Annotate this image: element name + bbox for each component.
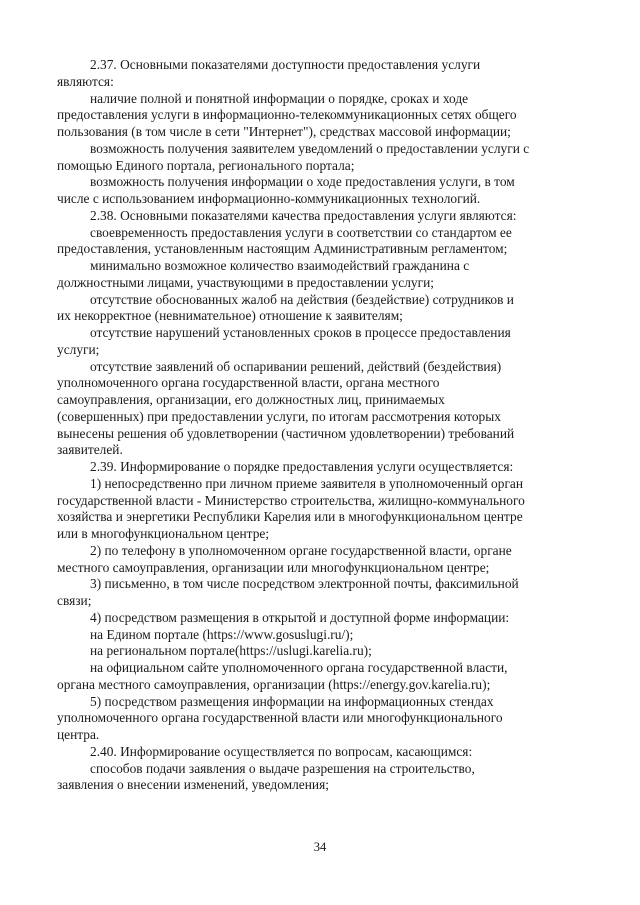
- paragraph-by-phone: 2) по телефону в уполномоченном органе государственной власти, органе местного самоуправления, организации или многофункциональном центре;: [57, 542, 512, 575]
- paragraph-in-person: 1) непосредственно при личном приеме заявителя в уполномоченный орган государственной власти - Министерство строительства, жилищно-коммунального хозяйства и энергетики Республики Карелия или в многофункциональном центре или в многофункциональном центре;: [57, 475, 525, 541]
- paragraph-timeliness: своевременность предоставления услуги в соответствии со стандартом ее предоставления, установленным настоящим Административным регламентом;: [57, 224, 512, 257]
- document-body: [57, 57, 588, 794]
- paragraph-info-stands: 5) посредством размещения информации на информационных стендах уполномоченного органа государственной власти или многофункционального центра.: [57, 693, 503, 742]
- paragraph-2-40: 2.40. Информирование осуществляется по вопросам, касающимся:: [90, 743, 473, 759]
- paragraph-2-38: 2.38. Основными показателями качества предоставления услуги являются:: [90, 207, 517, 223]
- page-number: 34: [313, 840, 327, 854]
- paragraph-2-37: 2.37. Основными показателями доступности предоставления услуги являются:: [57, 57, 481, 89]
- paragraph-no-deadline-violations: отсутствие нарушений установленных сроков в процессе предоставления услуги;: [57, 325, 511, 357]
- paragraph-no-complaints: отсутствие обоснованных жалоб на действия (бездействие) сотрудников и их некорректное (невнимательное) отношение к заявителям;: [57, 291, 514, 324]
- paragraph-progress-info: возможность получения информации о ходе предоставления услуги, в том числе с использованием информационно-коммуникационных технологий.: [57, 174, 515, 206]
- paragraph-official-site: на официальном сайте уполномоченного органа государственной власти, органа местного самоуправления, организации (https://energy.gov.karelia.ru);: [57, 660, 508, 692]
- paragraph-public-placement: 4) посредством размещения в открытой и доступной форме информации:: [90, 609, 510, 625]
- paragraph-notifications: возможность получения заявителем уведомлений о предоставлении услуги с помощью Единого портала, регионального портала;: [57, 140, 530, 173]
- paragraph-submission-methods: способов подачи заявления о выдаче разрешения на строительство, заявления о внесении изменений, уведомления;: [57, 760, 475, 793]
- paragraph-info-availability: наличие полной и понятной информации о порядке, сроках и ходе предоставления услуги в информационно-телекоммуникационных сетях общего пользования (в том числе в сети "Интернет"), средствах массовой информации;: [57, 90, 517, 139]
- paragraph-no-disputes: отсутствие заявлений об оспаривании решений, действий (бездействия) уполномоченного органа государственной власти, органа местного самоуправления, организации, его должностных лиц, принимаемых (совершенных) при предоставлении услуги, по итогам рассмотрения которых вынесены решения об удовлетворении (частичном удовлетворении) требований заявителей.: [57, 358, 515, 458]
- paragraph-unified-portal: на Едином портале (https://www.gosuslugi.ru/);: [90, 626, 354, 642]
- paragraph-in-writing: 3) письменно, в том числе посредством электронной почты, факсимильной связи;: [57, 576, 519, 608]
- paragraph-regional-portal: на региональном портале(https://uslugi.karelia.ru);: [90, 643, 372, 659]
- paragraph-2-39: 2.39. Информирование о порядке предоставления услуги осуществляется:: [90, 459, 514, 474]
- paragraph-minimal-interactions: минимально возможное количество взаимодействий гражданина с должностными лицами, участвующими в предоставлении услуги;: [57, 258, 470, 290]
